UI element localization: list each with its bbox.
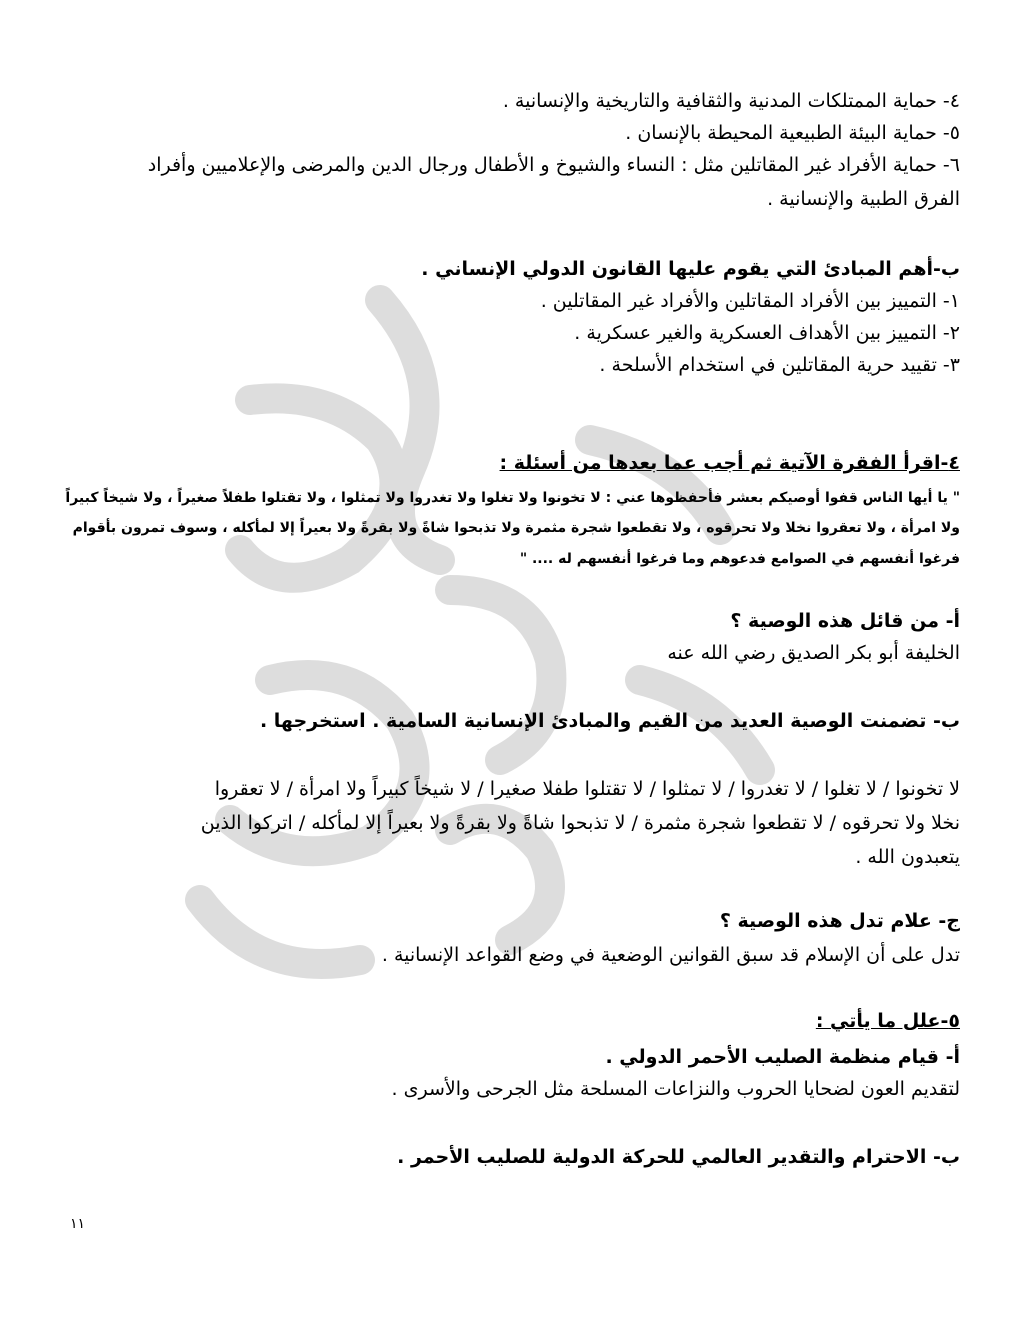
page-number: ١١ (70, 1216, 86, 1232)
section-heading-principles: ب-أهم المبادئ التي يقوم عليها القانون الدولي الإنساني . (421, 258, 960, 280)
list-item-protect-noncombatants: ٦- حماية الأفراد غير المقاتلين مثل : النساء والشيوخ و الأطفال ورجال الدين والمرضى والإعلاميين وأفراد (147, 154, 960, 176)
answer-a: الخليفة أبو بكر الصديق رضي الله عنه (667, 642, 960, 664)
quote-line-3: فرغوا أنفسهم في الصوامع فدعوهم وما فرغوا أنفسهم له .... " (519, 551, 960, 567)
answer-b-line-3: يتعبدون الله . (855, 846, 960, 868)
question-b: ب- تضمنت الوصية العديد من القيم والمبادئ الإنسانية السامية . استخرجها . (259, 710, 960, 732)
principle-item-3: ٣- تقييد حرية المقاتلين في استخدام الأسلحة . (599, 354, 960, 376)
question-5b: ب- الاحترام والتقدير العالمي للحركة الدولية للصليب الأحمر . (397, 1146, 960, 1168)
principle-item-2: ٢- التمييز بين الأهداف العسكرية والغير عسكرية . (574, 322, 960, 344)
quote-line-1: " يا أيها الناس قفوا أوصيكم بعشر فأحفظوها عني : لا تخونوا ولا تغلوا ولا تغدروا ولا تمثلوا ، ولا تقتلوا طفلاً صغيراً ، ولا شيخاً كبيراً (65, 490, 960, 506)
question-4-heading: ٤-اقرأ الفقرة الآتية ثم أجب عما بعدها من أسئلة : (499, 452, 960, 474)
list-item-protect-noncombatants-cont: الفرق الطبية والإنسانية . (767, 188, 960, 210)
answer-b-line-2: نخلا ولا تحرقوه / لا تقطعوا شجرة مثمرة / لا تذبحوا شاةً ولا بقرةً ولا بعيراً إلا لمأكله / اتركوا الذين (200, 812, 960, 834)
principle-item-1: ١- التمييز بين الأفراد المقاتلين والأفراد غير المقاتلين . (540, 290, 960, 312)
question-a: أ- من قائل هذه الوصية ؟ (730, 610, 960, 632)
quote-line-2: ولا امرأة ، ولا تعقروا نخلا ولا تحرقوه ، ولا تقطعوا شجرة مثمرة ولا تذبحوا شاةً ولا بقرةً ولا بعيراً إلا لمأكله ، وسوف تمرون بأقوام (72, 520, 960, 536)
answer-b-line-1: لا تخونوا / لا تغلوا / لا تغدروا / لا تمثلوا / لا تقتلوا طفلا صغيرا / لا شيخاً كبيراً ولا امرأة / لا تعقروا (214, 778, 960, 800)
list-item-protect-property: ٤- حماية الممتلكات المدنية والثقافية والتاريخية والإنسانية . (502, 90, 960, 112)
question-c: ج- علام تدل هذه الوصية ؟ (719, 910, 960, 932)
answer-c: تدل على أن الإسلام قد سبق القوانين الوضعية في وضع القواعد الإنسانية . (381, 944, 960, 966)
answer-5a: لتقديم العون لضحايا الحروب والنزاعات المسلحة مثل الجرحى والأسرى . (391, 1078, 960, 1100)
list-item-protect-environment: ٥- حماية البيئة الطبيعية المحيطة بالإنسان . (625, 122, 960, 144)
question-5a: أ- قيام منظمة الصليب الأحمر الدولي . (605, 1046, 960, 1068)
question-5-heading: ٥-علل ما يأتي : (815, 1010, 960, 1032)
